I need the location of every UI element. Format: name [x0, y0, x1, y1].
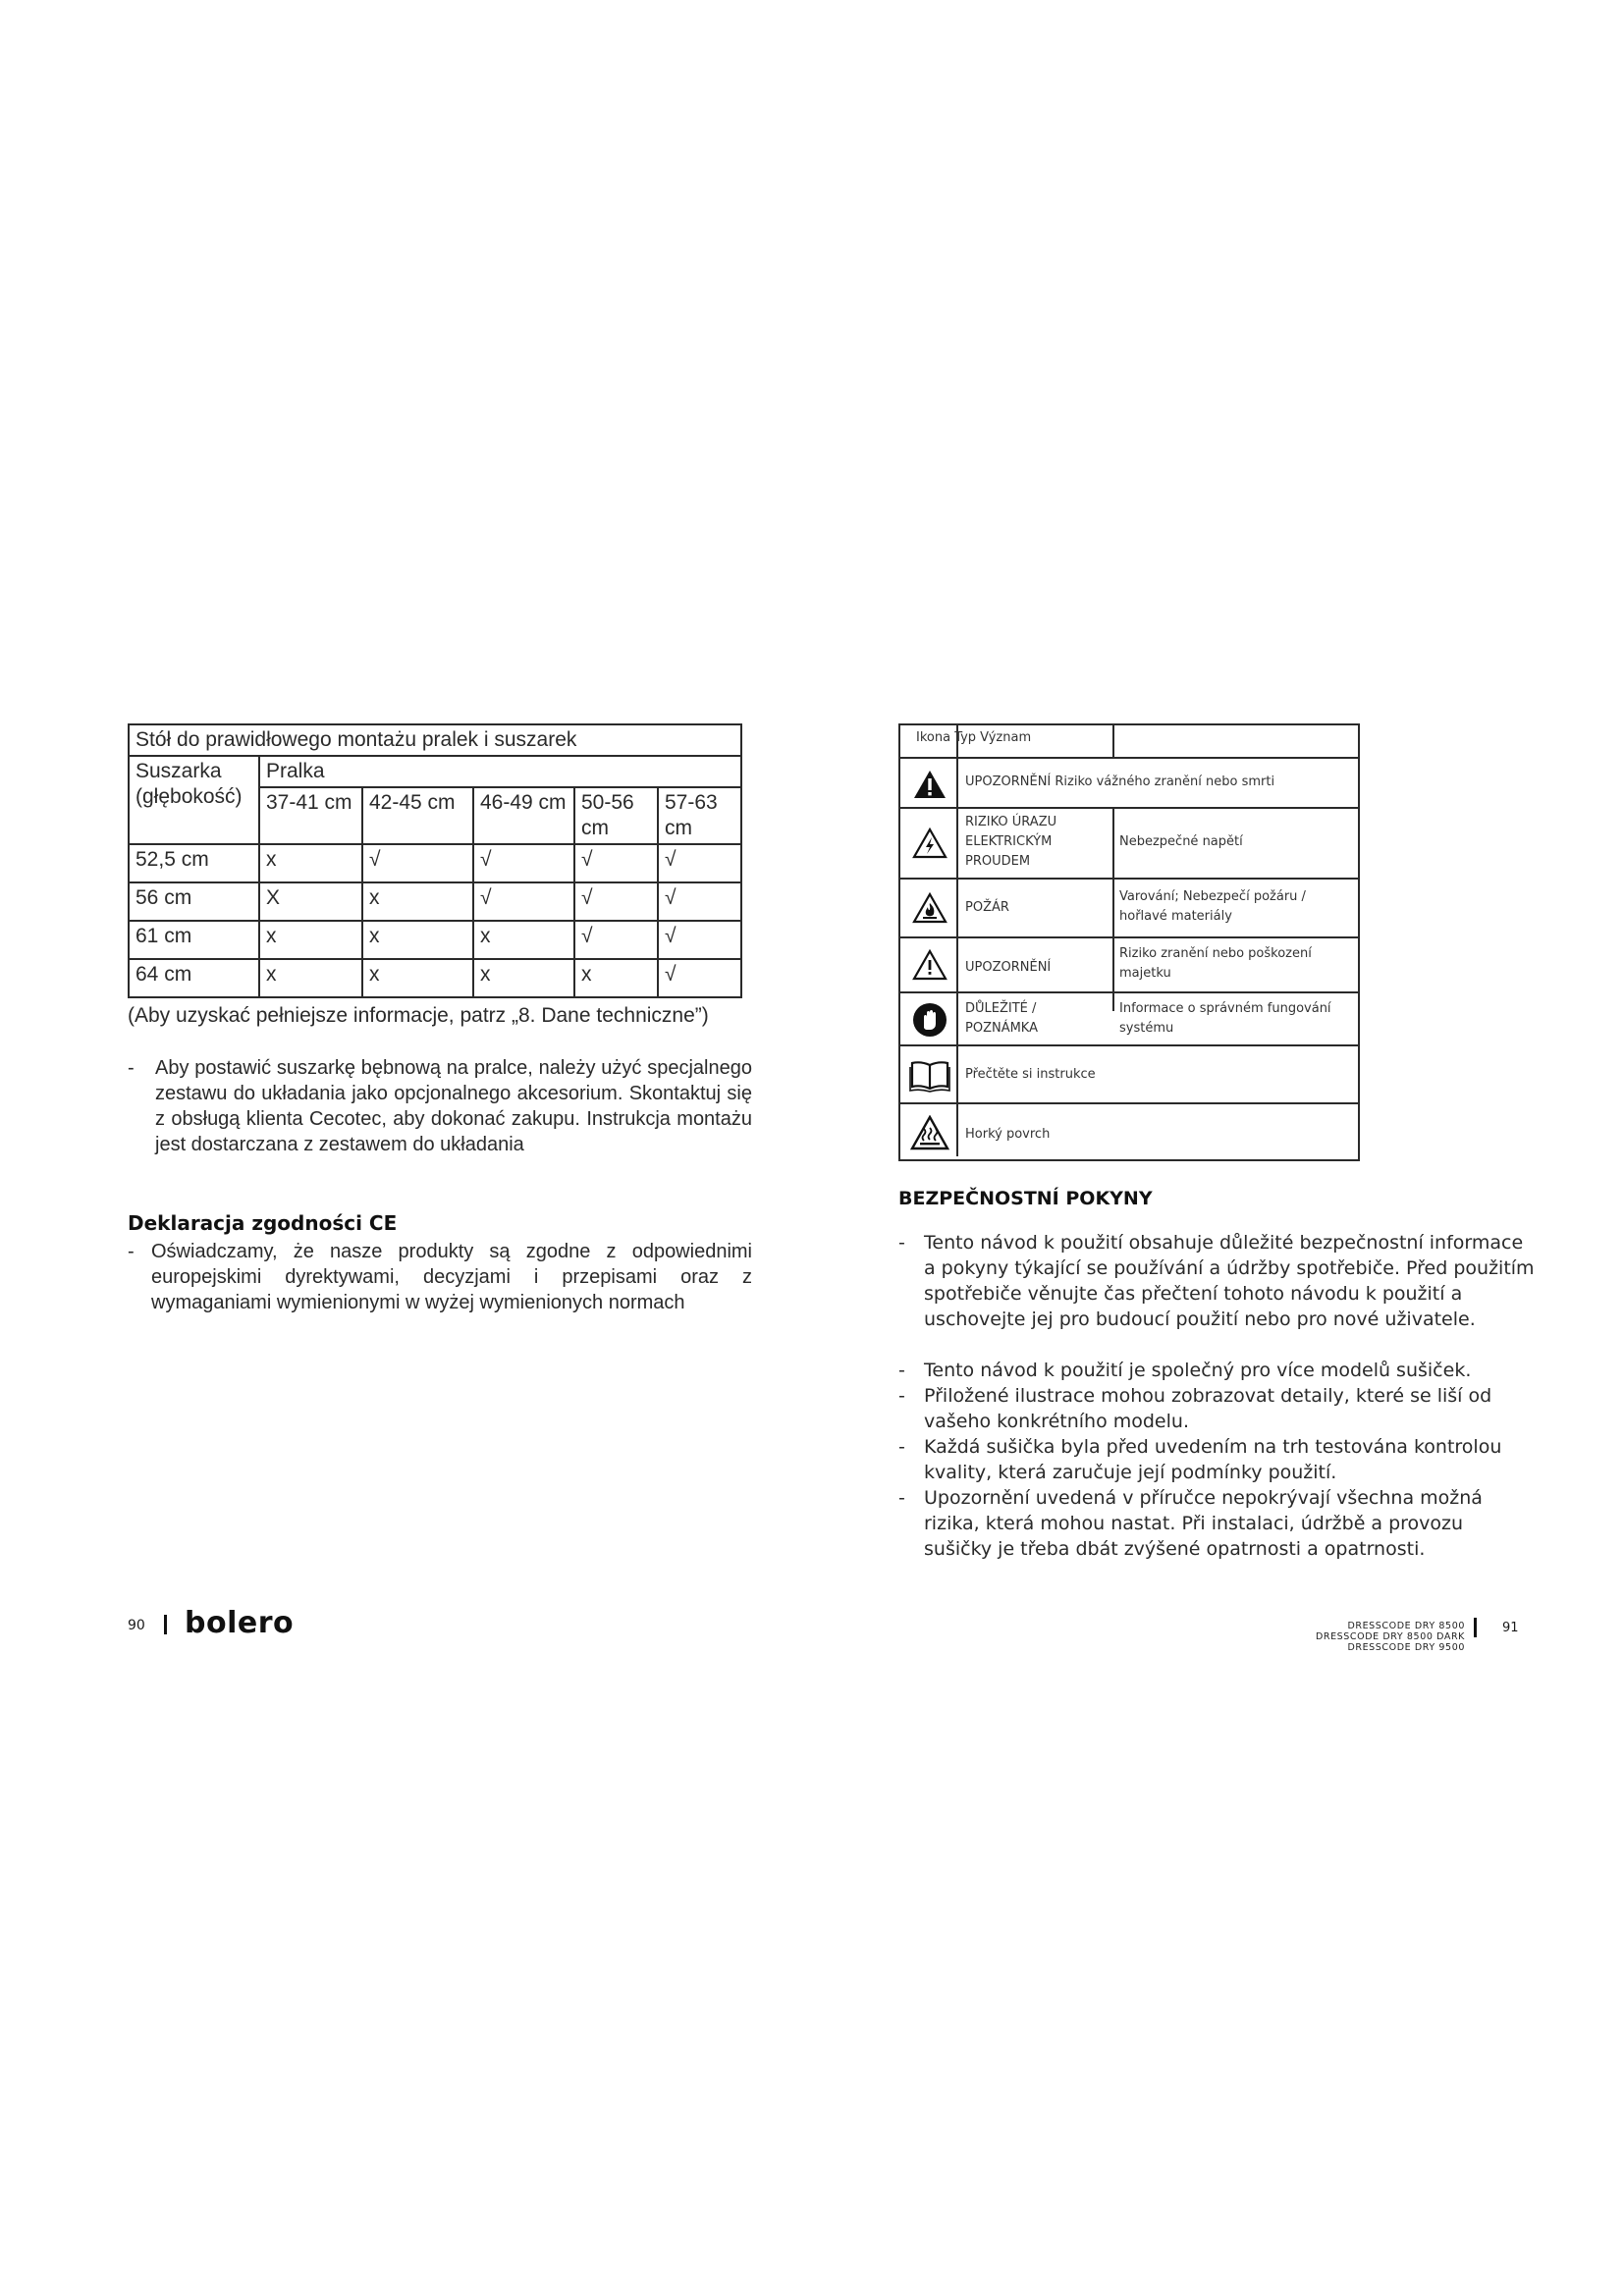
safety-item-text: Tento návod k použití obsahuje důležité bezpečnostní informace a pokyny týkající se používání a údržby spotřebiče. Před použitím spotřebiče věnujte čas přečtení tohoto návodu k použití a uschovejte jej pro budoucí použití nebo pro nové uživatele.: [924, 1232, 1535, 1330]
table-row: [129, 882, 741, 921]
footer-divider: [164, 1615, 167, 1634]
dryer-depth-cell: 56 cm: [129, 882, 259, 921]
symbol-row: [900, 991, 1358, 1044]
dryer-depth-header: Suszarka (głębokość): [129, 756, 259, 844]
symbol-row: [900, 757, 1358, 807]
safety-instructions-heading: BEZPEČNOSTNÍ POKYNY: [898, 1188, 1153, 1209]
symbols-header: Ikona Typ Význam: [916, 730, 1032, 745]
safety-item-text: Každá sušička byla před uvedením na trh testována kontrolou kvality, která zaručuje její podmínky použití.: [924, 1436, 1502, 1483]
compat-cell: √: [658, 921, 741, 959]
mounting-compatibility-table: [128, 723, 742, 998]
symbol-meaning: Informace o správném fungování systému: [1119, 1001, 1331, 1036]
symbol-type: RIZIKO ÚRAZU ELEKTRICKÝM PROUDEM: [965, 815, 1057, 869]
page-number-right: 91: [1502, 1621, 1519, 1635]
washer-depth-header: 37-41 cm: [259, 787, 362, 844]
symbol-row: [900, 807, 1358, 878]
compat-cell: x: [259, 959, 362, 997]
compat-cell: x: [473, 921, 574, 959]
fire-icon: [903, 889, 956, 926]
hot-surface-icon: [903, 1113, 956, 1152]
symbol-row: [900, 878, 1358, 936]
safety-symbols-table: [898, 723, 1360, 1161]
hand-stop-icon: [903, 1001, 956, 1038]
washer-depth-header: 42-45 cm: [362, 787, 473, 844]
caution-icon: [903, 946, 956, 983]
safety-item: [898, 1434, 1537, 1485]
model-name: DRESSCODE DRY 9500: [1347, 1642, 1465, 1653]
compat-cell: X: [259, 882, 362, 921]
model-list: [1276, 1621, 1465, 1653]
ce-declaration-heading: Deklaracja zgodności CE: [128, 1211, 398, 1235]
symbol-type: UPOZORNĚNÍ: [965, 960, 1052, 975]
compat-cell: x: [362, 882, 473, 921]
symbol-type: Přečtěte si instrukce: [965, 1067, 1096, 1082]
compat-cell: x: [574, 959, 658, 997]
ce-declaration: [128, 1239, 752, 1315]
bullet-dash: -: [898, 1385, 905, 1407]
safety-item: [898, 1230, 1537, 1332]
warning-filled-icon: [903, 766, 956, 802]
safety-item: [898, 1383, 1537, 1434]
compat-cell: √: [574, 844, 658, 882]
compat-cell: x: [362, 959, 473, 997]
page-number-left: 90: [128, 1618, 145, 1633]
safety-item-text: Tento návod k použití je společný pro více modelů sušiček.: [924, 1360, 1472, 1381]
compat-cell: x: [473, 959, 574, 997]
dryer-depth-cell: 52,5 cm: [129, 844, 259, 882]
symbol-meaning: Riziko zranění nebo poškození majetku: [1119, 946, 1312, 981]
compat-cell: √: [658, 882, 741, 921]
washer-depth-header: 46-49 cm: [473, 787, 574, 844]
bullet-dash: -: [898, 1232, 905, 1254]
bolero-logo: bolero: [185, 1606, 295, 1640]
table-title: Stół do prawidłowego montażu pralek i suszarek: [129, 724, 741, 756]
bullet-dash: -: [128, 1241, 135, 1262]
stacking-kit-text: Aby postawić suszarkę bębnową na pralce, należy użyć specjalnego zestawu do układania jako opcjonalnego akcesorium. Skontaktuj się z obsługą klienta Cecotec, aby dokonać zakupu. Instrukcja montażu jest dostarczana z zestawem do układania: [155, 1057, 752, 1155]
footer-divider: [1474, 1618, 1477, 1637]
symbol-meaning: Varování; Nebezpečí požáru / hořlavé materiály: [1119, 889, 1306, 924]
bullet-dash: -: [898, 1436, 905, 1458]
table-footnote: (Aby uzyskać pełniejsze informacje, patrz „8. Dane techniczne”): [128, 1004, 709, 1027]
compat-cell: √: [473, 844, 574, 882]
table-row: [129, 844, 741, 882]
safety-item-text: Přiložené ilustrace mohou zobrazovat detaily, které se liší od vašeho konkrétního modelu.: [924, 1385, 1492, 1432]
ce-declaration-text: Oświadczamy, że nasze produkty są zgodne z odpowiednimi europejskimi dyrektywami, decyzjami i przepisami oraz z wymaganiami wymienionymi w wyżej wymienionych normach: [151, 1241, 752, 1313]
compat-cell: √: [574, 921, 658, 959]
table-row: [129, 959, 741, 997]
dryer-depth-cell: 61 cm: [129, 921, 259, 959]
compat-cell: √: [658, 959, 741, 997]
symbol-type: POŽÁR: [965, 900, 1009, 915]
model-name: DRESSCODE DRY 8500 DARK: [1315, 1631, 1465, 1642]
compat-cell: x: [259, 844, 362, 882]
symbol-meaning: Nebezpečné napětí: [1119, 834, 1243, 849]
compat-cell: x: [362, 921, 473, 959]
washer-header: Pralka: [259, 756, 741, 787]
symbol-row: [900, 936, 1358, 991]
compat-cell: √: [574, 882, 658, 921]
bullet-dash: -: [898, 1487, 905, 1509]
safety-item-text: Upozornění uvedená v příručce nepokrývají všechna možná rizika, která mohou nastat. Při instalaci, údržbě a provozu sušičky je třeba dbát zvýšené opatrnosti a opatrnosti.: [924, 1487, 1483, 1560]
table-row: [129, 921, 741, 959]
symbol-type: UPOZORNĚNÍ Riziko vážného zranění nebo smrti: [965, 774, 1275, 789]
symbol-row: [900, 1044, 1358, 1102]
read-manual-icon: [903, 1057, 956, 1094]
compat-cell: √: [658, 844, 741, 882]
bullet-dash: -: [128, 1057, 135, 1079]
stacking-kit-note: [128, 1055, 752, 1157]
symbol-type: Horký povrch: [965, 1127, 1051, 1142]
compat-cell: x: [259, 921, 362, 959]
washer-depth-header: 57-63 cm: [658, 787, 741, 844]
washer-depth-header: 50-56 cm: [574, 787, 658, 844]
bullet-dash: -: [898, 1360, 905, 1381]
safety-item: [898, 1485, 1537, 1562]
dryer-depth-cell: 64 cm: [129, 959, 259, 997]
model-name: DRESSCODE DRY 8500: [1347, 1621, 1465, 1631]
compat-cell: √: [473, 882, 574, 921]
symbol-type: DŮLEŽITÉ / POZNÁMKA: [965, 1001, 1039, 1036]
safety-item: [898, 1358, 1537, 1383]
compat-cell: √: [362, 844, 473, 882]
table-header-row: [900, 725, 1358, 757]
symbol-row: [900, 1102, 1358, 1159]
electric-shock-icon: [903, 825, 956, 861]
